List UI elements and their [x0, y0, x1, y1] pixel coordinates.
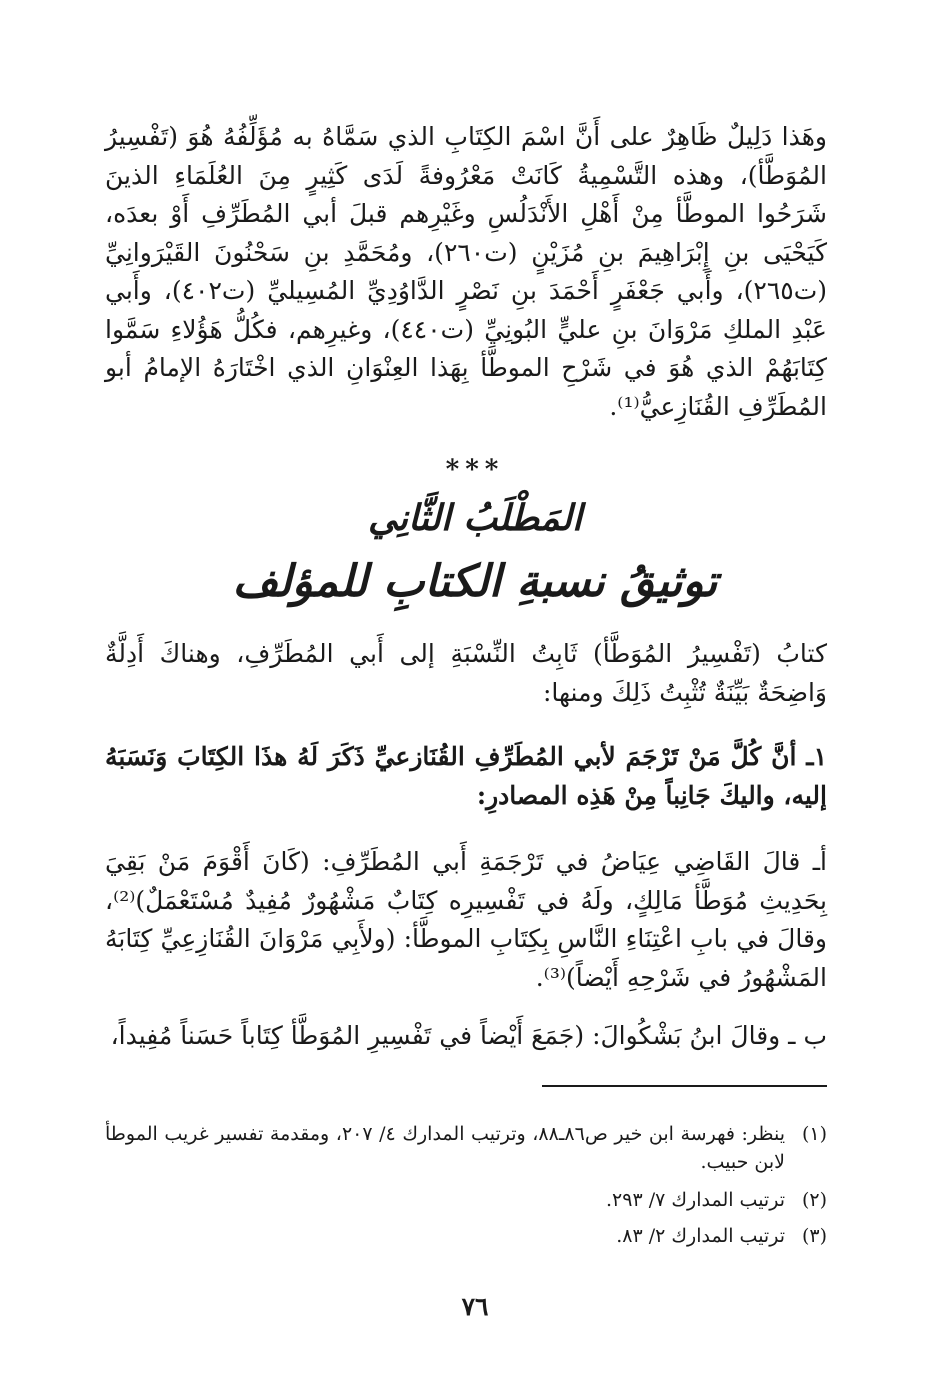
footnote-number: (٣) — [801, 1225, 827, 1247]
footnote-number: (١) — [801, 1123, 827, 1145]
footnote — [105, 1120, 827, 1176]
footnote — [105, 1222, 827, 1250]
section-subheading: توثيقُ نسبةِ الكتابِ للمؤلف — [232, 556, 718, 607]
footnote-text: ترتيب المدارك ٢/ ٨٣. — [616, 1225, 785, 1247]
footnote-text: ينظر: فهرسة ابن خير ص٨٦ـ٨٨، وترتيب المدارك ٤/ ٢٠٧، ومقدمة تفسير غريب الموطأ لابن حبيب. — [105, 1123, 785, 1173]
paragraph-point-1: ١ـ أنَّ كُلَّ مَنْ تَرْجَمَ لأبي المُطَرِّفِ القُنَازعيِّ ذَكَرَ لَهُ هذَا الكِتَابَ وَنَسَبَهُ إليه، واليكَ جَانِباً مِنْ هَذِه المصادرِ: — [105, 742, 827, 810]
section-separator: *** — [445, 455, 505, 485]
paragraph-point-a: أـ قالَ القَاضِي عِيَاضُ في تَرْجَمَةِ أَبي المُطَرِّفِ: (كَانَ أَقْوَمَ مَنْ بَقِيَ بِحَدِيثِ مُوَطَّأ مَالِكٍ، ولَهُ في تَفْسِيرِه كِتَابٌ مَشْهُورٌ مُفِيدٌ مُسْتَعْمَلٌ)⁽²⁾، وقالَ في بابِ اعْتِنَاءِ النَّاسِ بِكِتَابِ الموطَّأ: (ولأَبِي مَرْوَانَ القُنَازِعِيِّ كِتَابَهُ المَشْهُورُ في شَرْحِهِ أَيْضاً)⁽³⁾. — [105, 847, 827, 992]
paragraph-title-evidence: وهَذا دَلِيلٌ ظَاهِرٌ على أَنَّ اسْمَ الكِتَابِ الذي سَمَّاهُ به مُؤَلِّفُهُ هُوَ (تَفْسِيرُ المُوَطَّأ)، وهذه التَّسْمِيةُ كَانَتْ مَعْرُوفةً لَدَى كَثِيرٍ مِنَ العُلَمَاءِ الذينَ شَرَحُوا الموطَّأ مِنْ أَهْلِ الأَنْدَلُسِ وغَيْرِهم قبلَ أبي المُطَرِّفِ أَوْ بعدَه، كَيَحْيَى بنِ إِبْرَاهِيمَ بنِ مُزَيْنٍ (ت٢٦٠)، ومُحَمَّدِ بنِ سَحْنُونَ القَيْرَوانِيِّ (ت٢٦٥)، وأَبي جَعْفَرٍ أَحْمَدَ بنِ نَصْرٍ الدَّاوُدِيِّ المُسِيليِّ (ت٤٠٢)، وأَبي عَبْدِ الملكِ مَرْوَانَ بنِ عليٍّ البُونِيِّ (ت٤٤٠)، وغيرِهم، فكُلُّ هَؤُلاءِ سَمَّوا كِتَابَهُمْ الذي هُوَ في شَرْحِ الموطَّأ بِهَذا العِنْوَانِ الذي اخْتَارَهُ الإمامُ أبو المُطَرِّفِ القُنَازِعيُّ⁽¹⁾. — [105, 122, 827, 421]
footnote-number: (٢) — [801, 1189, 827, 1211]
footnote — [105, 1186, 827, 1214]
page-number: ٧٦ — [461, 1292, 489, 1321]
footnote-text: ترتيب المدارك ٧/ ٢٩٣. — [605, 1189, 785, 1211]
footnote-divider — [542, 1085, 827, 1087]
section-heading: المَطْلَبُ الثَّانِي — [368, 497, 582, 539]
paragraph-attribution: كتابُ (تَفْسِيرُ المُوَطَّأ) ثَابِتُ النِّسْبَةِ إلى أَبي المُطَرِّفِ، وهناكَ أَدِلَّةٌ وَاضِحَةٌ بَيِّنَةٌ تُثْبِتُ ذَلِكَ ومنها: — [105, 639, 827, 707]
paragraph-point-b: ب ـ وقالَ ابنُ بَشْكُوالَ: (جَمَعَ أَيْضاً في تَفْسِيرِ المُوَطَّأ كِتَاباً حَسَناً مُفِيداً، — [110, 1021, 827, 1050]
